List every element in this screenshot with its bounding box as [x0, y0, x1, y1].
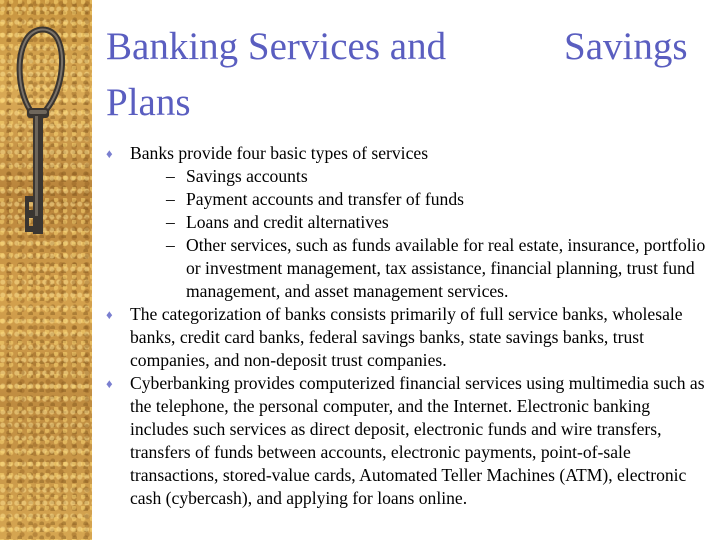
sub-list [130, 165, 706, 303]
title-word-right: Savings [564, 25, 688, 68]
title-line-1: Banking Services and [106, 25, 447, 68]
bullet-text: The categorization of banks consists primarily of full service banks, wholesale banks, credit card banks, federal savings banks, state savings banks, trust companies, and non-deposit trust companies. [130, 304, 683, 370]
bullet-text: Cyberbanking provides computerized financial services using multimedia such as the telephone, the personal computer, and the Internet. Electronic banking includes such services as direct deposit, electronic funds and wire transfers, transfers of funds between accounts, electronic payments, point-of-sale transactions, stored-value cards, Automated Teller Machines (ATM), electronic cash (cybercash), and applying for loans online. [130, 373, 705, 508]
diamond-bullet-icon: ♦ [106, 307, 113, 322]
sub-item-text: Loans and credit alternatives [186, 212, 389, 232]
sub-item [130, 165, 706, 188]
sub-item-text: Other services, such as funds available for real estate, insurance, portfolio or investment management, tax assistance, financial planning, trust fund management, and asset management services. [186, 235, 706, 301]
dash-bullet-icon: – [166, 212, 175, 232]
decorative-side-strip [0, 0, 92, 540]
old-key-icon [0, 0, 92, 540]
sub-item-text: Payment accounts and transfer of funds [186, 189, 464, 209]
bullet-item [106, 142, 706, 303]
dash-bullet-icon: – [166, 189, 175, 209]
sub-item-text: Savings accounts [186, 166, 308, 186]
dash-bullet-icon: – [166, 166, 175, 186]
sub-item [130, 188, 706, 211]
bullet-text: Banks provide four basic types of services [130, 143, 429, 163]
bullet-item [106, 303, 706, 372]
diamond-bullet-icon: ♦ [106, 146, 113, 161]
sub-item [130, 234, 706, 303]
bullet-item [106, 372, 706, 510]
sub-item [130, 211, 706, 234]
dash-bullet-icon: – [166, 235, 175, 255]
diamond-bullet-icon: ♦ [106, 376, 113, 391]
title-line-2: Plans [106, 81, 191, 124]
slide-body [106, 142, 706, 510]
